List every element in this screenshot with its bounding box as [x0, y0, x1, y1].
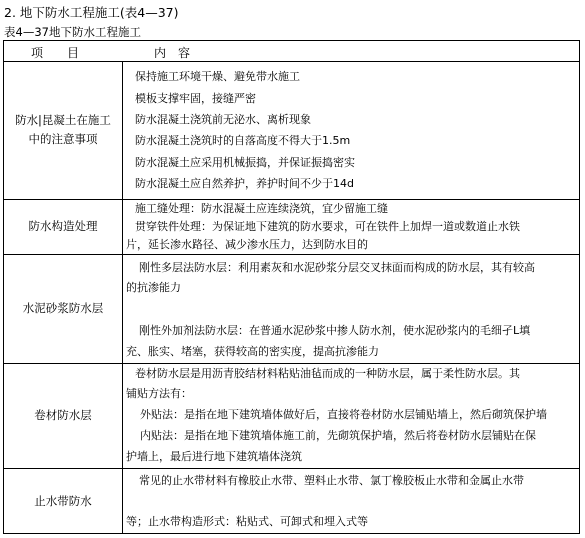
content-line: 充、胀实、堵塞，获得较高的密实度，提高抗渗能力 — [126, 345, 379, 358]
content-line: 模板支撑牢固，接缝严密 — [135, 92, 256, 105]
row-label — [4, 111, 122, 149]
header-item: 项 目 — [31, 46, 80, 60]
content-line: 片，延长渗水路径、减少渗水压力，达到防水目的 — [126, 238, 368, 251]
row-label — [4, 299, 122, 318]
row-label-line: 止水带防水 — [34, 494, 92, 508]
row-label-line: 防水构造处理 — [28, 219, 98, 233]
content-line: 铺贴方法有： — [126, 387, 192, 400]
content-line: 保持施工环境干燥、避免带水施工 — [135, 70, 300, 83]
row-divider — [4, 363, 579, 364]
section-heading: 2. 地下防水工程施工(表4—37) — [4, 5, 179, 20]
content-line: 防水混凝土应采用机械振捣，并保证振捣密实 — [135, 156, 355, 169]
column-divider — [122, 62, 123, 533]
content-line: 刚性多层法防水层：利用素灰和水泥砂浆分层交叉抹面而构成的防水层，其有较高 — [139, 261, 535, 274]
content-line: 贯穿铁件处理：为保证地下建筑的防水要求，可在铁件上加焊一道或数道止水铁 — [135, 220, 520, 233]
row-label-line: 卷材防水层 — [34, 408, 92, 422]
row-label-line: 中的注意事项 — [28, 132, 98, 146]
construction-table — [3, 40, 580, 534]
row-divider — [4, 199, 579, 200]
content-line: 防水混凝土应自然养护，养护时间不少于14d — [135, 177, 354, 190]
content-line: 常见的止水带材料有橡胶止水带、塑料止水带、氯丁橡胶板止水带和金属止水带 — [139, 474, 524, 487]
content-line: 刚性外加剂法防水层：在普通水泥砂浆中掺人防水剂，使水泥砂浆内的毛细孑L填 — [139, 324, 531, 337]
content-line: 施工缝处理：防水混凝土应连续浇筑，宜少留施工缝 — [135, 202, 388, 215]
content-line: 防水混凝土浇筑时的自落高度不得大于1.5m — [135, 134, 351, 147]
table-caption: 表4—37地下防水工程施工 — [4, 25, 141, 39]
row-label — [4, 492, 122, 511]
content-line: 护墙上，最后进行地下建筑墙体浇筑 — [126, 450, 302, 463]
row-label-line: 水泥砂浆防水层 — [22, 301, 104, 315]
content-line: 防水混凝土浇筑前无泌水、离析现象 — [135, 113, 311, 126]
content-line: 的抗渗能力 — [126, 281, 181, 294]
table-header-row — [4, 41, 579, 62]
content-line: 外贴法：是指在地下建筑墙体做好后，直接将卷材防水层铺贴墙上，然后砌筑保护墙 — [140, 408, 547, 421]
content-line: 卷材防水层是用沥青胶结材料粘贴油毡而成的一种防水层，属于柔性防水层。其 — [135, 367, 520, 380]
row-label — [4, 217, 122, 236]
content-line: 等；止水带构造形式：粘贴式、可卸式和埋入式等 — [126, 515, 368, 528]
row-label-line: 防水|昆凝土在施工 — [15, 113, 111, 127]
row-divider — [4, 254, 579, 255]
row-divider — [4, 468, 579, 469]
header-content: 内 容 — [154, 46, 191, 60]
row-label — [4, 406, 122, 425]
content-line: 内贴法：是指在地下建筑墙体施工前，先砌筑保护墙，然后将卷材防水层铺贴在保 — [140, 429, 536, 442]
